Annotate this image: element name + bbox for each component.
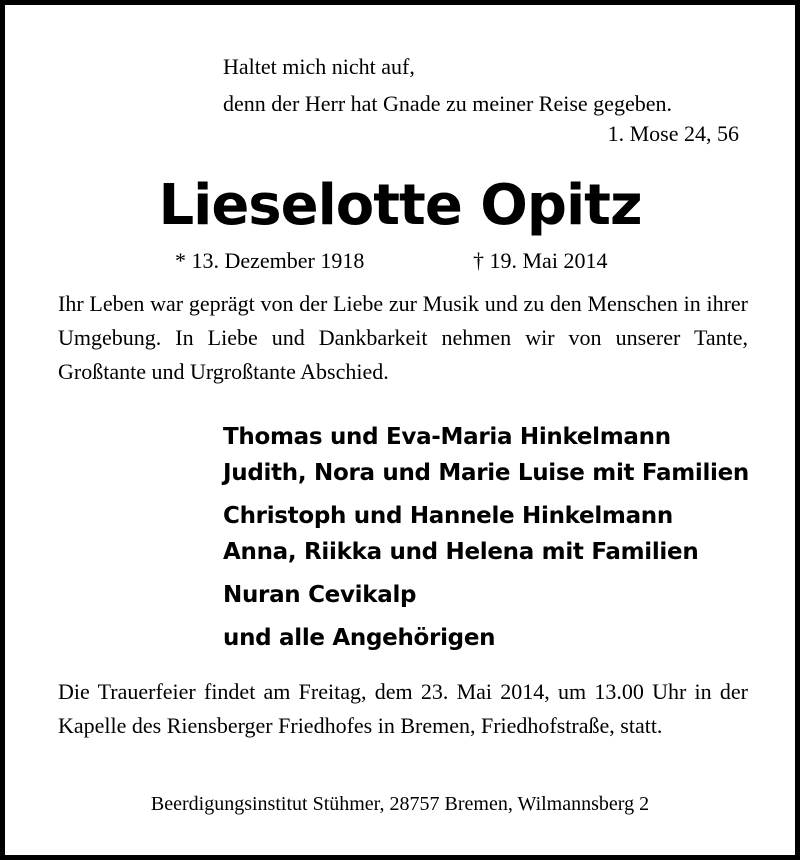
quote-line-2: denn der Herr hat Gnade zu meiner Reise gegeben. <box>223 91 672 116</box>
undertaker-info: Beerdigungsinstitut Stühmer, 28757 Bremen, Wilmannsberg 2 <box>150 793 650 815</box>
mourner-line: Judith, Nora und Marie Luise mit Familien <box>223 460 750 486</box>
mourner-line: Christoph und Hannele Hinkelmann <box>223 503 673 529</box>
quote-reference: 1. Mose 24, 56 <box>607 121 739 146</box>
mourner-line: Nuran Cevikalp <box>223 582 417 608</box>
birth-date: * 13. Dezember 1918 <box>175 248 365 273</box>
funeral-notice: Die Trauerfeier findet am Freitag, dem 23. Mai 2014, um 13.00 Uhr in der Kapelle des Riensberger Friedhofes in Bremen, Friedhofstraße, statt. <box>58 679 748 738</box>
mourner-line: und alle Angehörigen <box>223 625 496 651</box>
death-date: † 19. Mai 2014 <box>473 248 608 273</box>
mourner-line: Thomas und Eva-Maria Hinkelmann <box>223 424 671 450</box>
deceased-name: Lieselotte Opitz <box>158 173 642 238</box>
quote-line-1: Haltet mich nicht auf, <box>223 54 415 79</box>
mourner-line: Anna, Riikka und Helena mit Familien <box>223 539 699 565</box>
tribute-text: Ihr Leben war geprägt von der Liebe zur Musik und zu den Menschen in ihrer Umgebung. In Liebe und Dankbarkeit nehmen wir von unserer Tante, Großtante und Urgroßtante Abschied. <box>58 291 748 384</box>
